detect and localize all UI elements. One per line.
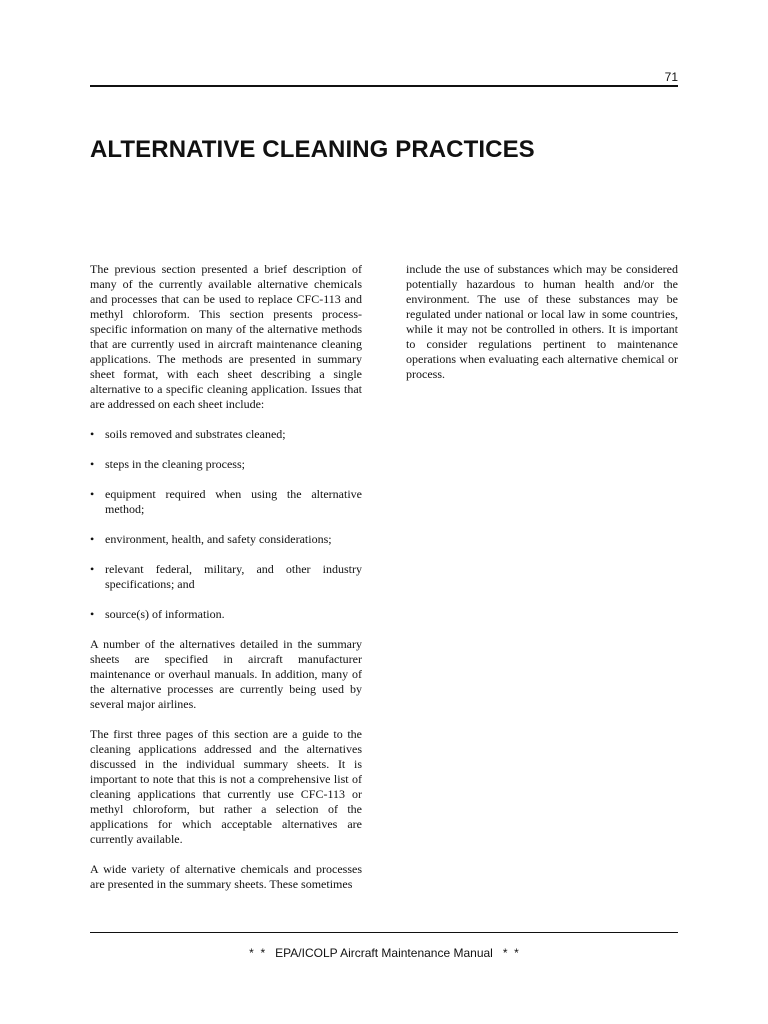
footer-rule [90, 932, 678, 933]
alternatives-paragraph: A number of the alternatives detailed in the summary sheets are specified in aircraft manufacturer maintenance or overhaul manuals. In addition, many of the alternative processes are currently being used by several major airlines. [90, 637, 362, 711]
list-item [90, 427, 362, 442]
list-item [90, 532, 362, 547]
list-item-text: steps in the cleaning process; [105, 457, 245, 471]
variety-paragraph: A wide variety of alternative chemicals and processes are presented in the summary sheets. These sometimes [90, 862, 362, 891]
list-item-text: relevant federal, military, and other industry specifications; and [105, 562, 362, 591]
list-item [90, 607, 362, 622]
hazard-paragraph: include the use of substances which may be considered potentially hazardous to human health and/or the environment. The use of these substances may be regulated under national or local law in some countries, while it may not be controlled in others. It is important to consider regulations pertinent to maintenance operations when evaluating each alternative chemical or process. [406, 262, 678, 381]
list-item [90, 457, 362, 472]
bullet-icon: • [90, 457, 95, 471]
left-column [90, 262, 362, 907]
section-title: ALTERNATIVE CLEANING PRACTICES [90, 136, 535, 163]
list-item-text: environment, health, and safety considerations; [105, 532, 332, 546]
bullet-icon: • [90, 427, 95, 441]
footer-text: * * EPA/ICOLP Aircraft Maintenance Manual * * [249, 946, 519, 960]
guide-paragraph: The first three pages of this section are a guide to the cleaning applications addressed and the alternatives discussed in the individual summary sheets. It is important to note that this is not a comprehensive list of cleaning applications that currently use CFC-113 or methyl chloroform, but rather a selection of the applications for which acceptable alternatives are currently available. [90, 727, 362, 846]
list-item-text: soils removed and substrates cleaned; [105, 427, 286, 441]
page-number: 71 [664, 70, 678, 84]
right-column [406, 262, 678, 397]
list-item [90, 562, 362, 592]
intro-paragraph: The previous section presented a brief description of many of the currently available alternative chemicals and processes that can be used to replace CFC-113 and methyl chloroform. This section presents process-specific information on many of the alternative methods that are currently used in aircraft maintenance cleaning applications. The methods are presented in summary sheet format, with each sheet describing a single alternative to a specific cleaning application. Issues that are addressed on each sheet include: [90, 262, 362, 411]
bullet-icon: • [90, 562, 95, 576]
list-item-text: equipment required when using the alternative method; [105, 487, 362, 516]
list-item [90, 487, 362, 517]
bullet-icon: • [90, 487, 95, 501]
header-rule [90, 85, 678, 87]
bullet-icon: • [90, 532, 95, 546]
bullet-icon: • [90, 607, 95, 621]
list-item-text: source(s) of information. [105, 607, 225, 621]
issues-list [90, 427, 362, 622]
